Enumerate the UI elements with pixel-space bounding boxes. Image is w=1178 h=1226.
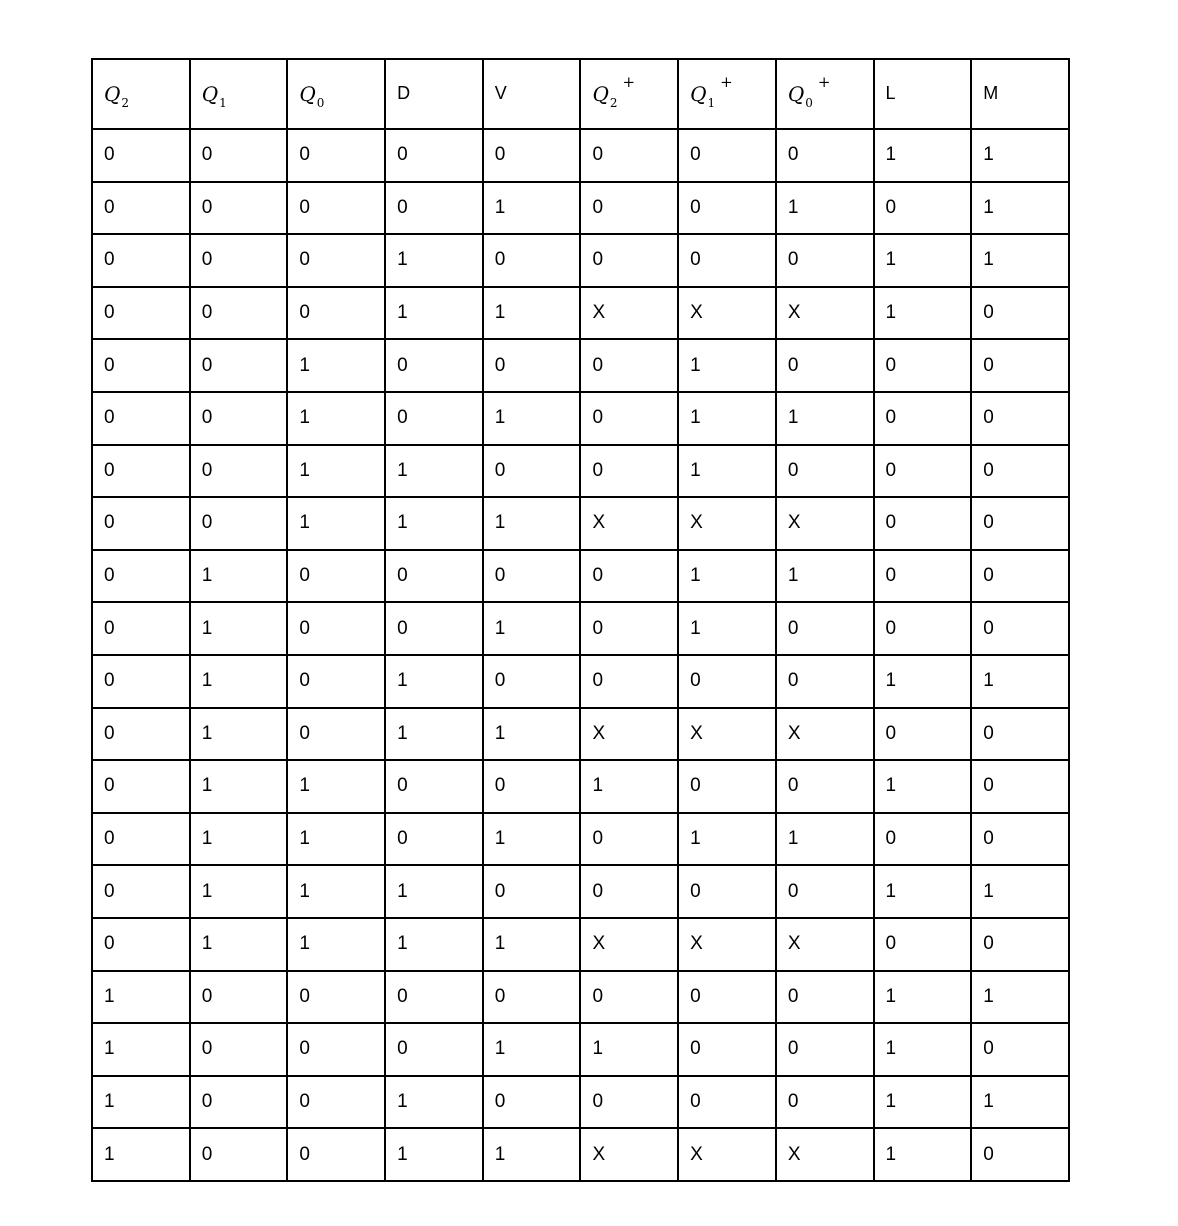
table-cell: 0 <box>190 445 288 498</box>
table-cell: 0 <box>580 813 678 866</box>
table-cell: 0 <box>580 1076 678 1129</box>
table-cell: 1 <box>483 708 581 761</box>
table-cell: 0 <box>190 1023 288 1076</box>
table-row <box>92 602 1069 655</box>
table-cell: 0 <box>580 865 678 918</box>
table-cell: 1 <box>874 234 972 287</box>
table-cell: 1 <box>385 918 483 971</box>
table-cell: 1 <box>483 918 581 971</box>
table-cell: 1 <box>190 655 288 708</box>
table-cell: 0 <box>92 129 190 182</box>
table-cell: 1 <box>874 655 972 708</box>
table-cell: X <box>678 497 776 550</box>
table-row <box>92 287 1069 340</box>
table-cell: 1 <box>190 550 288 603</box>
table-cell: 0 <box>580 129 678 182</box>
table-cell: 0 <box>483 971 581 1024</box>
table-cell: 0 <box>874 497 972 550</box>
column-header-superscript: + <box>817 72 831 91</box>
table-cell: X <box>580 918 678 971</box>
table-cell: 0 <box>92 655 190 708</box>
table-cell: 0 <box>190 1076 288 1129</box>
column-header-subscript: 0 <box>805 95 813 110</box>
column-header-superscript: + <box>622 72 636 91</box>
column-header-base: M <box>983 83 999 103</box>
table-row <box>92 865 1069 918</box>
table-cell: X <box>580 1128 678 1181</box>
table-row <box>92 971 1069 1024</box>
table-cell: 1 <box>287 445 385 498</box>
column-header-base: D <box>397 83 411 103</box>
table-cell: 0 <box>483 760 581 813</box>
table-cell: 0 <box>776 1023 874 1076</box>
table-cell: 0 <box>92 813 190 866</box>
table-cell: 0 <box>483 234 581 287</box>
table-cell: 0 <box>678 129 776 182</box>
table-cell: 1 <box>678 550 776 603</box>
table-cell: X <box>776 497 874 550</box>
table-row <box>92 392 1069 445</box>
table-cell: 0 <box>874 708 972 761</box>
table-cell: 0 <box>92 708 190 761</box>
column-header-base: Q <box>201 81 219 106</box>
table-cell: 1 <box>190 602 288 655</box>
table-cell: X <box>776 1128 874 1181</box>
table-cell: 1 <box>971 865 1069 918</box>
table-cell: 1 <box>971 182 1069 235</box>
table-cell: 0 <box>971 392 1069 445</box>
table-cell: 1 <box>678 813 776 866</box>
table-cell: 0 <box>92 182 190 235</box>
table-cell: 0 <box>580 602 678 655</box>
column-header <box>190 59 288 129</box>
table-cell: 0 <box>190 497 288 550</box>
table-cell: 0 <box>483 445 581 498</box>
table-cell: 1 <box>971 1076 1069 1129</box>
table-cell: 1 <box>92 1076 190 1129</box>
table-cell: 0 <box>678 182 776 235</box>
table-cell: 0 <box>287 287 385 340</box>
table-row <box>92 1076 1069 1129</box>
table-cell: 0 <box>483 129 581 182</box>
table-cell: 1 <box>874 865 972 918</box>
table-cell: 1 <box>483 1023 581 1076</box>
table-cell: 0 <box>92 445 190 498</box>
table-cell: 0 <box>287 182 385 235</box>
table-cell: 1 <box>971 971 1069 1024</box>
table-cell: 0 <box>190 1128 288 1181</box>
column-header <box>483 59 581 129</box>
table-cell: X <box>580 497 678 550</box>
table-cell: 0 <box>385 129 483 182</box>
column-header-subscript: 0 <box>316 95 325 110</box>
table-cell: 0 <box>971 760 1069 813</box>
table-cell: 1 <box>776 392 874 445</box>
table-cell: 0 <box>190 971 288 1024</box>
table-cell: 0 <box>971 339 1069 392</box>
table-cell: 1 <box>287 339 385 392</box>
column-header-base: Q <box>104 81 121 106</box>
table-cell: 0 <box>678 234 776 287</box>
table-cell: 0 <box>776 1076 874 1129</box>
table-cell: 0 <box>385 339 483 392</box>
table-cell: 1 <box>287 813 385 866</box>
table-cell: 1 <box>190 708 288 761</box>
table-cell: 0 <box>971 550 1069 603</box>
table-row <box>92 497 1069 550</box>
table-row <box>92 1023 1069 1076</box>
column-header-subscript: 2 <box>609 95 618 110</box>
table-cell: 1 <box>776 182 874 235</box>
column-header <box>971 59 1069 129</box>
table-cell: 0 <box>971 1023 1069 1076</box>
table-cell: 0 <box>92 550 190 603</box>
table-cell: 1 <box>874 760 972 813</box>
column-header-base: Q <box>592 81 609 106</box>
table-cell: 0 <box>580 392 678 445</box>
table-cell: X <box>678 1128 776 1181</box>
column-header <box>776 59 874 129</box>
table-cell: 1 <box>385 287 483 340</box>
table-cell: X <box>678 287 776 340</box>
table-cell: 1 <box>874 287 972 340</box>
table-cell: 0 <box>385 602 483 655</box>
table-row <box>92 760 1069 813</box>
table-cell: 1 <box>483 182 581 235</box>
table-cell: 0 <box>92 287 190 340</box>
table-cell: 0 <box>678 971 776 1024</box>
table-cell: 0 <box>385 550 483 603</box>
table-row <box>92 655 1069 708</box>
column-header-superscript: + <box>720 72 733 91</box>
table-cell: 1 <box>971 655 1069 708</box>
table-cell: 0 <box>971 287 1069 340</box>
table-cell: 0 <box>92 602 190 655</box>
table-row <box>92 129 1069 182</box>
table-cell: 1 <box>678 392 776 445</box>
table-cell: 0 <box>385 813 483 866</box>
table-cell: 0 <box>190 234 288 287</box>
table-cell: X <box>776 918 874 971</box>
table-cell: 0 <box>678 865 776 918</box>
header-row <box>92 59 1069 129</box>
table-cell: 1 <box>385 1128 483 1181</box>
table-cell: 0 <box>971 918 1069 971</box>
table-cell: 0 <box>190 182 288 235</box>
table-cell: 1 <box>92 1023 190 1076</box>
table-cell: 0 <box>92 865 190 918</box>
table-cell: 0 <box>776 445 874 498</box>
table-cell: 1 <box>678 339 776 392</box>
table-cell: 0 <box>874 602 972 655</box>
column-header <box>874 59 972 129</box>
table-row <box>92 339 1069 392</box>
table-row <box>92 182 1069 235</box>
table-cell: 0 <box>776 760 874 813</box>
table-cell: 0 <box>580 445 678 498</box>
table-cell: 1 <box>385 865 483 918</box>
table-cell: 1 <box>874 1076 972 1129</box>
column-header <box>287 59 385 129</box>
table-cell: 0 <box>483 655 581 708</box>
table-cell: 1 <box>678 602 776 655</box>
column-header <box>92 59 190 129</box>
table-cell: 0 <box>287 550 385 603</box>
table-cell: 1 <box>483 1128 581 1181</box>
table-cell: 1 <box>776 550 874 603</box>
column-header-base: Q <box>787 81 805 106</box>
table-row <box>92 234 1069 287</box>
table-cell: 1 <box>971 129 1069 182</box>
table-cell: 0 <box>971 1128 1069 1181</box>
table-cell: 0 <box>385 760 483 813</box>
table-body <box>92 129 1069 1181</box>
table-cell: 0 <box>287 708 385 761</box>
table-cell: 1 <box>874 971 972 1024</box>
table-cell: 1 <box>385 497 483 550</box>
table-cell: 0 <box>580 234 678 287</box>
table-cell: 0 <box>971 497 1069 550</box>
table-cell: 1 <box>776 813 874 866</box>
column-header-subscript: 1 <box>219 95 227 110</box>
table-cell: 0 <box>776 129 874 182</box>
column-header-base: L <box>885 83 896 103</box>
table-cell: X <box>678 918 776 971</box>
table-cell: 1 <box>287 865 385 918</box>
table-cell: 1 <box>287 497 385 550</box>
table-cell: 1 <box>190 813 288 866</box>
table-cell: 1 <box>874 1023 972 1076</box>
table-cell: 1 <box>483 497 581 550</box>
column-header <box>678 59 776 129</box>
column-header-subscript: 1 <box>707 95 716 110</box>
table-cell: 0 <box>776 339 874 392</box>
table-cell: 0 <box>92 339 190 392</box>
table-cell: X <box>580 287 678 340</box>
table-cell: 1 <box>971 234 1069 287</box>
table-cell: 1 <box>385 708 483 761</box>
table-cell: 0 <box>874 918 972 971</box>
table-cell: 1 <box>580 760 678 813</box>
table-cell: 0 <box>287 129 385 182</box>
table-cell: 1 <box>385 234 483 287</box>
table-cell: 0 <box>92 392 190 445</box>
table-cell: 0 <box>580 971 678 1024</box>
table-cell: 0 <box>287 655 385 708</box>
table-cell: 0 <box>190 339 288 392</box>
table-cell: 0 <box>678 1076 776 1129</box>
table-cell: 0 <box>92 497 190 550</box>
table-cell: 0 <box>483 339 581 392</box>
column-header-base: V <box>494 83 507 103</box>
table-cell: 0 <box>776 655 874 708</box>
table-cell: 1 <box>385 1076 483 1129</box>
table-cell: 0 <box>483 1076 581 1129</box>
table-cell: 1 <box>287 392 385 445</box>
table-cell: 0 <box>385 1023 483 1076</box>
table-cell: 0 <box>580 550 678 603</box>
table-cell: 0 <box>92 234 190 287</box>
table-cell: 0 <box>287 1023 385 1076</box>
table-cell: X <box>678 708 776 761</box>
table-cell: 0 <box>874 550 972 603</box>
table-cell: 1 <box>874 1128 972 1181</box>
table-cell: 0 <box>190 287 288 340</box>
table-cell: 1 <box>287 760 385 813</box>
table-cell: 0 <box>385 392 483 445</box>
column-header-base: Q <box>299 81 316 106</box>
table-cell: 0 <box>483 550 581 603</box>
table-cell: 0 <box>287 971 385 1024</box>
table-cell: 1 <box>483 392 581 445</box>
table-cell: 1 <box>190 865 288 918</box>
table-row <box>92 813 1069 866</box>
table-cell: 0 <box>580 182 678 235</box>
table-cell: 0 <box>874 445 972 498</box>
table-cell: 0 <box>776 865 874 918</box>
table-row <box>92 445 1069 498</box>
truth-table <box>91 58 1070 1182</box>
table-cell: 1 <box>483 287 581 340</box>
table-cell: 0 <box>971 813 1069 866</box>
column-header-subscript: 2 <box>121 95 130 110</box>
table-cell: 0 <box>385 971 483 1024</box>
table-cell: 0 <box>190 392 288 445</box>
table-cell: 1 <box>92 971 190 1024</box>
table-cell: 0 <box>776 602 874 655</box>
table-cell: 1 <box>190 918 288 971</box>
table-row <box>92 1128 1069 1181</box>
table-cell: 0 <box>190 129 288 182</box>
table-row <box>92 708 1069 761</box>
table-cell: 1 <box>580 1023 678 1076</box>
table-cell: 0 <box>874 813 972 866</box>
table-cell: X <box>776 287 874 340</box>
table-cell: 1 <box>483 813 581 866</box>
table-cell: 1 <box>874 129 972 182</box>
table-cell: 0 <box>385 182 483 235</box>
table-cell: 0 <box>580 655 678 708</box>
table-cell: 1 <box>385 445 483 498</box>
table-cell: 0 <box>971 708 1069 761</box>
table-cell: 0 <box>678 1023 776 1076</box>
table-cell: 0 <box>580 339 678 392</box>
table-cell: 0 <box>874 339 972 392</box>
table-cell: 1 <box>190 760 288 813</box>
table-cell: 0 <box>971 445 1069 498</box>
column-header <box>580 59 678 129</box>
table-cell: 0 <box>92 760 190 813</box>
table-cell: 0 <box>874 392 972 445</box>
table-header <box>92 59 1069 129</box>
table-cell: 0 <box>678 760 776 813</box>
table-cell: 0 <box>287 1128 385 1181</box>
table-cell: X <box>776 708 874 761</box>
table-cell: X <box>580 708 678 761</box>
table-cell: 0 <box>776 234 874 287</box>
table-cell: 0 <box>287 234 385 287</box>
table-cell: 1 <box>287 918 385 971</box>
table-cell: 0 <box>92 918 190 971</box>
table-cell: 0 <box>483 865 581 918</box>
column-header-base: Q <box>690 81 707 106</box>
table-cell: 0 <box>874 182 972 235</box>
table-cell: 1 <box>385 655 483 708</box>
table-cell: 1 <box>483 602 581 655</box>
table-cell: 0 <box>678 655 776 708</box>
table-cell: 0 <box>287 1076 385 1129</box>
table-cell: 1 <box>678 445 776 498</box>
table-row <box>92 550 1069 603</box>
column-header <box>385 59 483 129</box>
table-row <box>92 918 1069 971</box>
table-cell: 0 <box>287 602 385 655</box>
table-cell: 0 <box>776 971 874 1024</box>
table-cell: 1 <box>92 1128 190 1181</box>
table-cell: 0 <box>971 602 1069 655</box>
